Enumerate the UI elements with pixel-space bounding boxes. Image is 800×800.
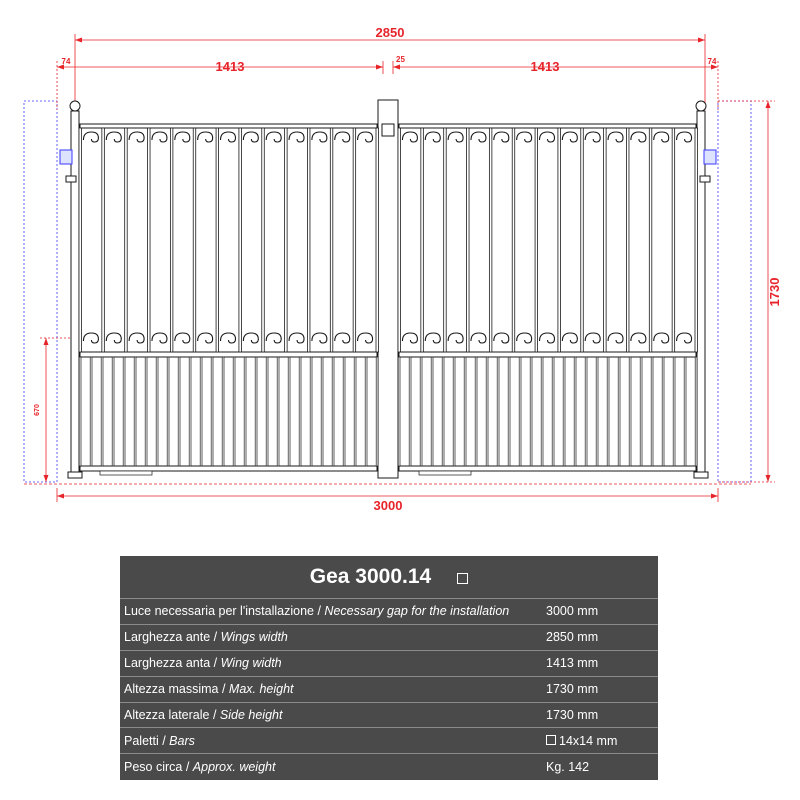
product-title: Gea 3000.14 <box>309 565 432 588</box>
right-wing-mid-scroll <box>608 333 623 343</box>
left-wing-top-scroll <box>83 132 98 142</box>
left-post <box>71 111 79 475</box>
right-wing-mid-scroll <box>631 333 646 343</box>
left-wing-top-scroll <box>358 132 373 142</box>
spec-row <box>120 650 658 676</box>
left-wing-lower-bar <box>266 357 268 466</box>
left-wing-top-scroll <box>289 132 304 142</box>
left-wing-upper-bar <box>262 128 265 352</box>
spec-label-it: Luce necessaria per l'installazione <box>124 604 314 619</box>
spec-label-it: Larghezza ante <box>124 630 211 645</box>
left-wing-lower-bar <box>277 357 279 466</box>
left-wing-mid-scroll <box>335 333 350 343</box>
right-wing-lower-bar <box>673 357 675 466</box>
right-wing-mid-scroll <box>654 333 669 343</box>
spec-label-separator: / <box>314 604 325 619</box>
right-wing-lower-bar <box>464 357 466 466</box>
right-wing-lower-bar <box>618 357 620 466</box>
spec-row <box>120 753 658 779</box>
spec-value <box>546 604 658 618</box>
spec-label-en: Necessary gap for the installation <box>324 604 510 619</box>
right-wing-mid-scroll <box>494 333 509 343</box>
title-square-icon <box>457 573 468 584</box>
left-wing-lower-bar <box>189 357 191 466</box>
spec-label-it: Altezza laterale <box>124 708 210 722</box>
right-wing-mid-scroll <box>562 333 577 343</box>
dim-total-span: 2850 <box>375 25 405 40</box>
left-wing-lower-bar <box>145 357 147 466</box>
right-wing-lower-bar <box>508 357 510 466</box>
spec-label-separator: / <box>209 708 220 722</box>
right-wing-mid-scroll <box>585 333 600 343</box>
right-hinge-top <box>704 150 716 164</box>
right-wing-upper-bar <box>467 128 470 352</box>
left-wing-top-scroll <box>198 132 213 142</box>
left-wing-top-scroll <box>335 132 350 142</box>
spec-value-text: 14x14 mm <box>559 733 618 748</box>
left-wing-lower-bar <box>365 357 367 466</box>
right-wing-top-rail <box>399 124 696 128</box>
left-wing-upper-bar <box>330 128 333 352</box>
left-wing-lower-bar <box>79 357 81 466</box>
spec-label-separator: / <box>210 656 221 671</box>
right-wing-lower-bar <box>398 357 400 466</box>
spec-label-it: Altezza massima <box>124 682 219 697</box>
left-wing-upper-bar <box>148 128 151 352</box>
spec-label <box>120 734 546 748</box>
spec-row <box>120 702 658 728</box>
right-wing-lower-bar <box>475 357 477 466</box>
right-wing-top-scroll <box>494 132 509 142</box>
right-wing-lower-bar <box>684 357 686 466</box>
left-wing-top-rail <box>80 124 377 128</box>
left-wing-mid-scroll <box>221 333 236 343</box>
left-post-finial <box>70 101 80 111</box>
left-wing-mid-scroll <box>198 333 213 343</box>
spec-label-en: Approx. weight <box>192 759 276 774</box>
left-wing-mid-scroll <box>129 333 144 343</box>
dim-post-left: 74 <box>61 57 71 66</box>
right-wing-upper-bar <box>626 128 629 352</box>
left-wing-top-scroll <box>175 132 190 142</box>
spec-value <box>546 630 658 644</box>
spec-label-it: Peso circa <box>124 759 183 774</box>
right-wing-upper-bar <box>672 128 675 352</box>
left-wing-lower-bar <box>343 357 345 466</box>
left-wing-top-scroll <box>152 132 167 142</box>
left-wing-upper-bar <box>216 128 219 352</box>
right-wing-top-scroll <box>471 132 486 142</box>
spec-label-it: Paletti <box>124 733 159 748</box>
right-wing-lower-bar <box>563 357 565 466</box>
right-wing-mid-scroll <box>402 333 417 343</box>
left-wing-lower-bar <box>376 357 378 466</box>
right-wing-top-scroll <box>585 132 600 142</box>
left-wing-top-scroll <box>266 132 281 142</box>
right-wing-lower-bar <box>695 357 697 466</box>
spec-label-en: Wings width <box>220 630 288 645</box>
right-wing-upper-bar <box>558 128 561 352</box>
right-wing-mid-scroll <box>540 333 555 343</box>
left-wing-lower-bar <box>299 357 301 466</box>
left-wing-lower-bar <box>167 357 169 466</box>
right-post-base <box>694 472 708 478</box>
spec-label <box>120 708 546 722</box>
spec-label <box>120 604 546 618</box>
right-wing-lower-bar <box>530 357 532 466</box>
right-wing-lower-bar <box>519 357 521 466</box>
left-wing-lower-bar <box>233 357 235 466</box>
right-wing-top-scroll <box>654 132 669 142</box>
gate-structure <box>60 100 716 478</box>
left-wing-bottom-rail <box>80 466 377 471</box>
spec-value-text: Kg. 142 <box>546 759 590 774</box>
spec-value-text: 1413 mm <box>546 656 599 671</box>
right-wing-lower-bar <box>585 357 587 466</box>
right-wing-upper-bar <box>535 128 538 352</box>
right-wing-upper-bar <box>512 128 515 352</box>
right-wing-top-scroll <box>448 132 463 142</box>
right-wing-mid-scroll <box>425 333 440 343</box>
right-wing-upper-bar <box>695 128 698 352</box>
spec-label <box>120 760 546 774</box>
left-wing-upper-bar <box>307 128 310 352</box>
right-wing-lower-bar <box>629 357 631 466</box>
right-wing-mid-rail <box>399 352 696 357</box>
left-wing-mid-scroll <box>358 333 373 343</box>
right-wing-lower-bar <box>662 357 664 466</box>
right-wing-mid-scroll <box>448 333 463 343</box>
central-latch <box>382 124 394 136</box>
right-wing-top-scroll <box>562 132 577 142</box>
right-wing-lower-bar <box>607 357 609 466</box>
left-wing-upper-bar <box>102 128 105 352</box>
right-wing-mid-scroll <box>517 333 532 343</box>
left-wing-upper-bar <box>193 128 196 352</box>
left-wing-lower-bar <box>332 357 334 466</box>
left-hinge-bottom <box>66 176 76 182</box>
dim-center-gap: 25 <box>396 55 405 64</box>
right-wing-mid-scroll <box>677 333 692 343</box>
left-wing-mid-rail <box>80 352 377 357</box>
spec-label-separator: / <box>158 733 170 748</box>
spec-value <box>546 682 658 696</box>
left-wing-upper-bar <box>79 128 82 352</box>
spec-label-en: Max. height <box>228 682 294 697</box>
spec-value-text: 1730 mm <box>546 682 599 697</box>
spec-panel <box>120 556 658 780</box>
right-wing-lower-bar <box>409 357 411 466</box>
left-wing-lower-bar <box>134 357 136 466</box>
right-wing-lower-bar <box>497 357 499 466</box>
spec-label <box>120 630 546 644</box>
left-wing-lower-bar <box>156 357 158 466</box>
central-stile <box>378 100 398 478</box>
right-wing-top-scroll <box>402 132 417 142</box>
left-wing-lower-bar <box>123 357 125 466</box>
spec-value-text: 2850 mm <box>546 630 599 645</box>
right-wing-lower-bar <box>453 357 455 466</box>
dim-wing-right: 1413 <box>530 59 560 74</box>
dim-post-right: 74 <box>707 57 717 66</box>
left-wing-mid-scroll <box>312 333 327 343</box>
left-wing-lower-bar <box>200 357 202 466</box>
spec-value-text: 3000 mm <box>546 604 599 619</box>
spec-label <box>120 682 546 696</box>
left-wing-upper-bar <box>285 128 288 352</box>
left-wing-lower-bar <box>222 357 224 466</box>
right-wing-lower-bar <box>552 357 554 466</box>
right-wing-top-scroll <box>517 132 532 142</box>
right-wing-upper-bar <box>604 128 607 352</box>
right-wing-lower-bar <box>596 357 598 466</box>
left-hinge-top <box>60 150 72 164</box>
left-wing-upper-bar <box>353 128 356 352</box>
dim-height: 1730 <box>767 277 782 307</box>
left-wing-mid-scroll <box>83 333 98 343</box>
spec-label-separator: / <box>182 759 193 774</box>
right-wing-lower-bar <box>486 357 488 466</box>
spec-value <box>546 708 658 722</box>
right-wing-upper-bar <box>421 128 424 352</box>
right-wing-lower-bar <box>442 357 444 466</box>
dim-wing-left: 1413 <box>215 59 245 74</box>
right-wing-top-scroll <box>425 132 440 142</box>
spec-row <box>120 624 658 650</box>
spec-value <box>546 734 658 748</box>
right-wing-lower-bar <box>651 357 653 466</box>
left-wing-mid-scroll <box>289 333 304 343</box>
right-hinge-bottom <box>700 176 710 182</box>
right-wing-top-scroll <box>631 132 646 142</box>
right-wall-outline <box>718 101 751 482</box>
spec-label-it: Larghezza anta <box>124 656 211 671</box>
left-wing-lower-bar <box>288 357 290 466</box>
left-wing-mid-scroll <box>266 333 281 343</box>
right-wing-bottom-rail <box>399 466 696 471</box>
left-wing-top-scroll <box>106 132 121 142</box>
left-wing-top-scroll <box>221 132 236 142</box>
spec-label-en: Side height <box>219 708 283 722</box>
spec-title <box>120 556 658 598</box>
left-wing-top-scroll <box>129 132 144 142</box>
right-wing-upper-bar <box>649 128 652 352</box>
right-wing-lower-bar <box>640 357 642 466</box>
left-wing-mid-scroll <box>106 333 121 343</box>
right-wing-lower-bar <box>431 357 433 466</box>
dimension-arrows <box>44 38 771 499</box>
left-wing-top-scroll <box>312 132 327 142</box>
right-post <box>697 111 705 475</box>
right-wing-foot-plate <box>419 471 471 475</box>
left-wing-foot-plate <box>100 471 152 475</box>
left-wing-top-scroll <box>243 132 258 142</box>
left-wing-mid-scroll <box>243 333 258 343</box>
spec-row <box>120 598 658 624</box>
left-wing-lower-bar <box>90 357 92 466</box>
spec-label-separator: / <box>210 630 221 645</box>
right-wing-lower-bar <box>541 357 543 466</box>
left-wing-lower-bar <box>310 357 312 466</box>
spec-label <box>120 656 546 670</box>
right-wing-upper-bar <box>398 128 401 352</box>
left-wing-lower-bar <box>178 357 180 466</box>
right-wing-lower-bar <box>420 357 422 466</box>
spec-rows <box>120 598 658 779</box>
left-wing-lower-bar <box>244 357 246 466</box>
spec-value <box>546 656 658 670</box>
left-wall-outline <box>24 101 57 482</box>
square-section-icon <box>546 735 556 745</box>
right-wing-upper-bar <box>581 128 584 352</box>
left-wing-mid-scroll <box>152 333 167 343</box>
spec-label-en: Bars <box>169 733 195 748</box>
spec-value-text: 1730 mm <box>546 708 599 722</box>
spec-label-separator: / <box>218 682 229 697</box>
spec-row <box>120 676 658 702</box>
right-wing-upper-bar <box>489 128 492 352</box>
right-wing-mid-scroll <box>471 333 486 343</box>
left-post-base <box>68 472 82 478</box>
right-wing-lower-bar <box>574 357 576 466</box>
spec-label-en: Wing width <box>220 656 282 671</box>
left-wing-lower-bar <box>321 357 323 466</box>
spec-row <box>120 727 658 753</box>
left-wing-mid-scroll <box>175 333 190 343</box>
right-post-finial <box>696 101 706 111</box>
left-wing-upper-bar <box>125 128 128 352</box>
left-wing-lower-bar <box>354 357 356 466</box>
left-wing-upper-bar <box>376 128 379 352</box>
dim-installation-gap: 3000 <box>373 498 403 513</box>
spec-value <box>546 760 658 774</box>
left-wing-upper-bar <box>239 128 242 352</box>
right-wing-top-scroll <box>608 132 623 142</box>
right-wing-top-scroll <box>540 132 555 142</box>
left-wing-lower-bar <box>112 357 114 466</box>
left-wing-lower-bar <box>211 357 213 466</box>
left-wing-lower-bar <box>255 357 257 466</box>
dim-lower-panel: 670 <box>34 404 41 416</box>
left-wing-upper-bar <box>170 128 173 352</box>
right-wing-top-scroll <box>677 132 692 142</box>
left-wing-lower-bar <box>101 357 103 466</box>
right-wing-upper-bar <box>444 128 447 352</box>
